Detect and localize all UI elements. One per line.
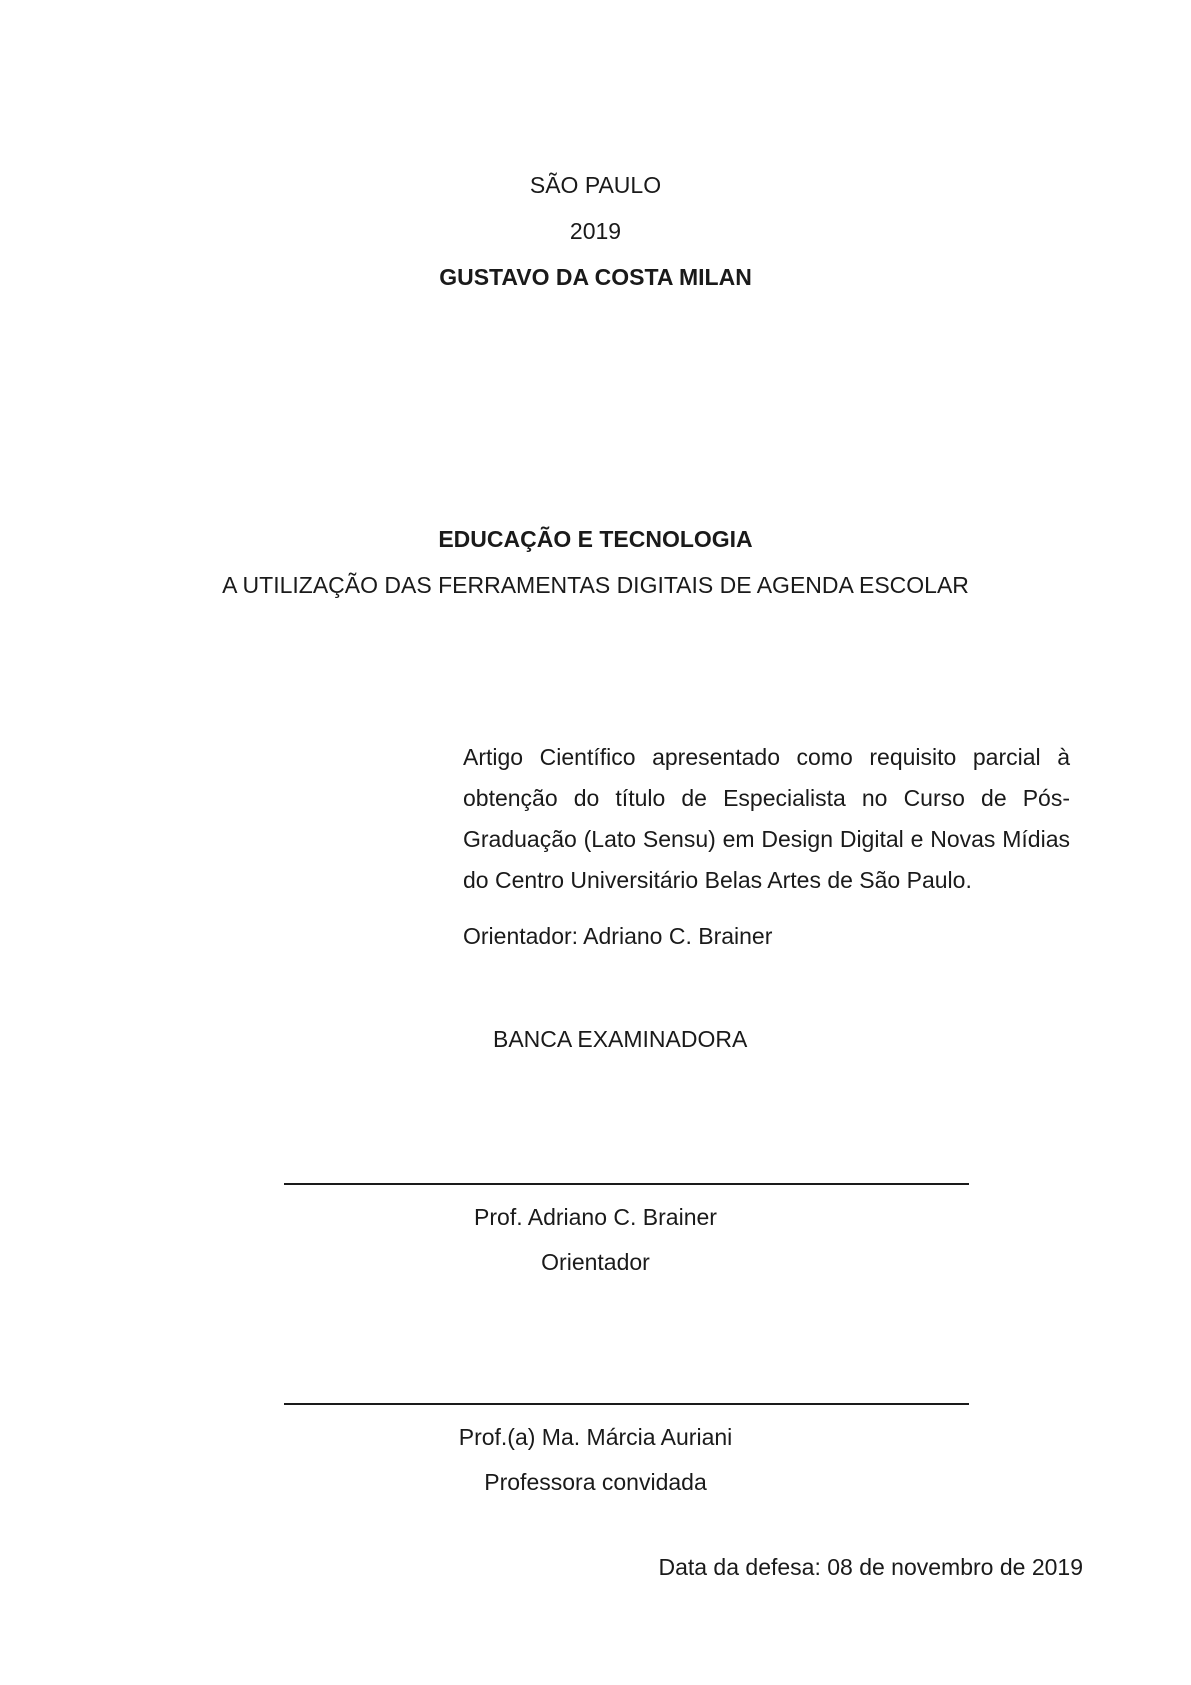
- board-member-name-1: Prof. Adriano C. Brainer: [474, 1204, 717, 1230]
- subtitle: A UTILIZAÇÃO DAS FERRAMENTAS DIGITAIS DE AGENDA ESCOLAR: [222, 572, 969, 598]
- board-member-role-1: Orientador: [541, 1249, 650, 1275]
- city: SÃO PAULO: [529, 172, 662, 198]
- signature-line-1: [284, 1183, 969, 1185]
- board-title: BANCA EXAMINADORA: [493, 1026, 748, 1052]
- year: 2019: [569, 218, 622, 244]
- presentation-text: Artigo Científico apresentado como requisito parcial à obtenção do título de Especialista no Curso de Pós-Graduação (Lato Sensu) em Design Digital e Novas Mídias do Centro Universitário Belas Artes de São Paulo.: [463, 744, 1070, 893]
- defense-date: Data da defesa: 08 de novembro de 2019: [658, 1554, 1083, 1580]
- author-name: GUSTAVO DA COSTA MILAN: [439, 264, 752, 290]
- advisor-line: Orientador: Adriano C. Brainer: [463, 923, 773, 949]
- main-title: EDUCAÇÃO E TECNOLOGIA: [438, 526, 753, 552]
- signature-line-2: [284, 1403, 969, 1405]
- board-member-role-2: Professora convidada: [484, 1469, 707, 1495]
- board-member-name-2: Prof.(a) Ma. Márcia Auriani: [458, 1424, 733, 1450]
